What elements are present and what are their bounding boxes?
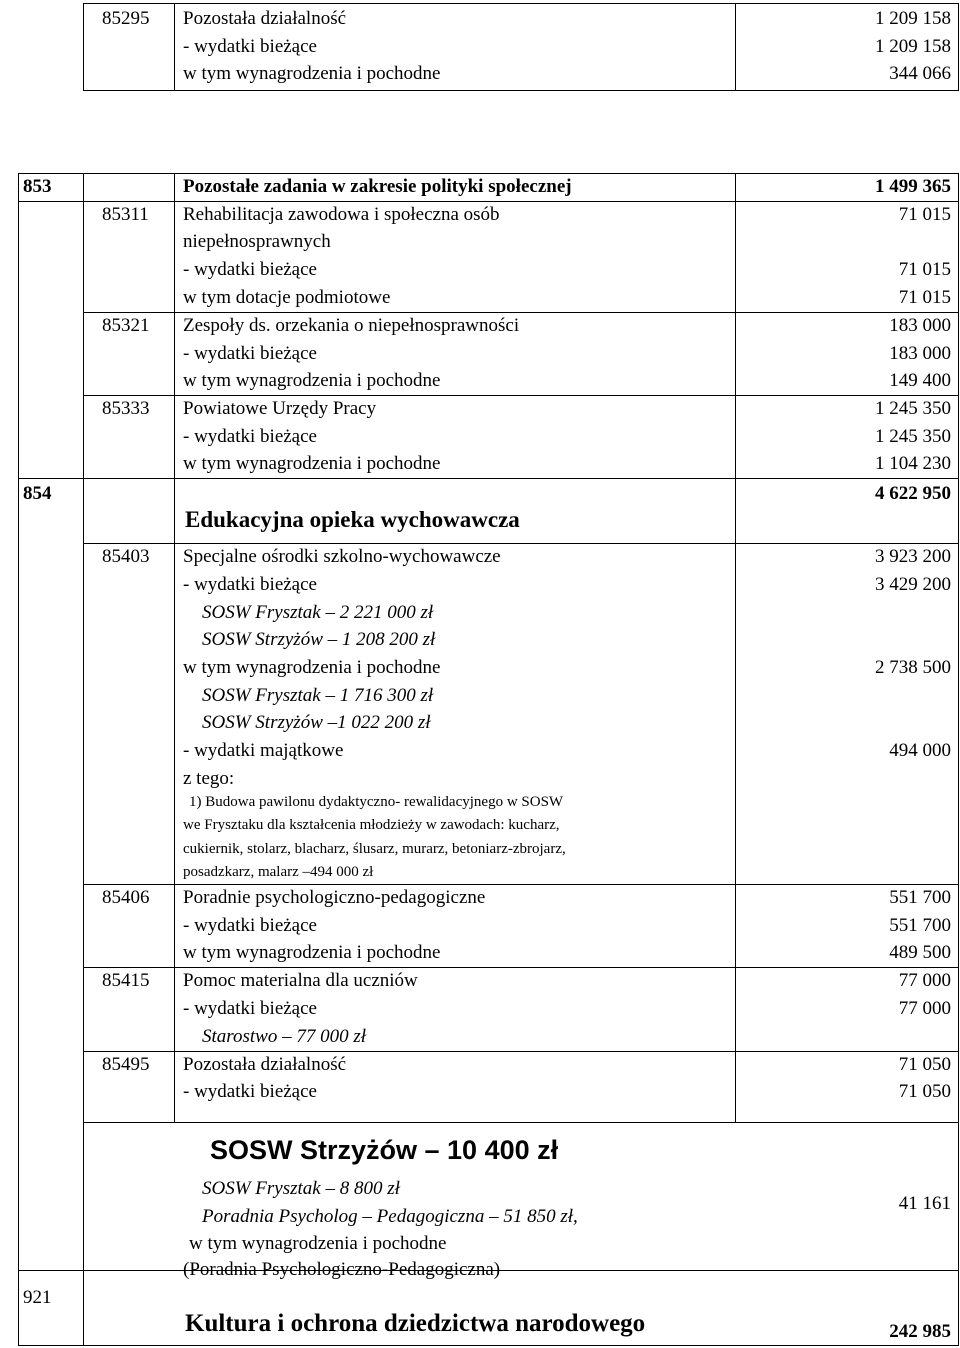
grid-line <box>958 3 959 91</box>
row-item: SOSW Frysztak – 2 221 000 zł <box>202 602 434 623</box>
dzial-code: 921 <box>23 1287 52 1308</box>
amount: 1 245 350 <box>875 398 951 419</box>
dzial-code: 854 <box>23 483 52 504</box>
note-line: cukiernik, stolarz, blacharz, ślusarz, murarz, betoniarz-zbrojarz, <box>183 841 566 857</box>
row-label: w tym wynagrodzenia i pochodne <box>183 657 441 678</box>
row-item: Starostwo – 77 000 zł <box>202 1026 366 1047</box>
dzial-title: Pozostałe zadania w zakresie polityki społecznej <box>183 176 572 197</box>
amount: 1 209 158 <box>875 8 951 29</box>
row-label: - wydatki bieżące <box>183 574 317 595</box>
section-title: niepełnosprawnych <box>183 231 331 252</box>
amount: 71 050 <box>898 1054 951 1075</box>
amount: 2 738 500 <box>875 657 951 678</box>
section-code: 85406 <box>102 887 150 908</box>
amount: 71 050 <box>898 1081 951 1102</box>
row-label: w tym wynagrodzenia i pochodne <box>189 1233 447 1254</box>
row-item: SOSW Strzyżów – 10 400 zł <box>210 1135 559 1165</box>
amount: 77 000 <box>898 998 951 1019</box>
amount: 149 400 <box>889 370 951 391</box>
grid-line <box>958 173 959 1346</box>
dzial-title: Kultura i ochrona dziedzictwa narodowego <box>185 1310 646 1337</box>
grid-line <box>735 173 736 1123</box>
amount: 1 209 158 <box>875 36 951 57</box>
amount: 494 000 <box>889 740 951 761</box>
row-label: - wydatki bieżące <box>183 343 317 364</box>
row-label: w tym wynagrodzenia i pochodne <box>183 453 441 474</box>
row-label: - wydatki bieżące <box>183 998 317 1019</box>
amount: 3 429 200 <box>875 574 951 595</box>
section-title: Specjalne ośrodki szkolno-wychowawcze <box>183 546 501 567</box>
amount: 41 161 <box>898 1193 951 1214</box>
row-label: - wydatki bieżące <box>183 36 317 57</box>
row-label: z tego: <box>183 768 235 789</box>
dzial-title: Edukacyjna opieka wychowawcza <box>185 507 520 532</box>
row-label: - wydatki bieżące <box>183 426 317 447</box>
row-label: (Poradnia Psychologiczno-Pedagogiczna) <box>183 1259 501 1280</box>
grid-line <box>83 3 959 4</box>
amount: 1 499 365 <box>875 176 951 197</box>
section-title: Pomoc materialna dla uczniów <box>183 970 418 991</box>
dzial-code: 853 <box>23 176 52 197</box>
section-title: Powiatowe Urzędy Pracy <box>183 398 377 419</box>
row-label: - wydatki bieżące <box>183 259 317 280</box>
row-label: w tym wynagrodzenia i pochodne <box>183 63 441 84</box>
grid-line <box>83 90 959 91</box>
section-code: 85333 <box>102 398 150 419</box>
amount: 344 066 <box>889 63 951 84</box>
row-label: - wydatki bieżące <box>183 915 317 936</box>
grid-line <box>83 173 84 1346</box>
grid-line <box>174 3 175 91</box>
amount: 183 000 <box>889 343 951 364</box>
grid-line <box>83 3 84 91</box>
grid-line <box>735 3 736 91</box>
grid-line <box>18 173 19 1346</box>
amount: 183 000 <box>889 315 951 336</box>
amount: 1 104 230 <box>875 453 951 474</box>
row-label: w tym wynagrodzenia i pochodne <box>183 370 441 391</box>
amount: 4 622 950 <box>875 483 951 504</box>
note-line: posadzkarz, malarz –494 000 zł <box>183 864 374 880</box>
amount: 551 700 <box>889 887 951 908</box>
row-label: w tym dotacje podmiotowe <box>183 287 391 308</box>
amount: 242 985 <box>889 1321 951 1342</box>
section-code: 85311 <box>102 204 149 225</box>
section-title: Poradnie psychologiczno-pedagogiczne <box>183 887 486 908</box>
row-item: SOSW Frysztak – 8 800 zł <box>202 1178 400 1199</box>
section-title: Zespoły ds. orzekania o niepełnosprawności <box>183 315 520 336</box>
section-code: 85415 <box>102 970 150 991</box>
section-code: 85403 <box>102 546 150 567</box>
section-title: Pozostała działalność <box>183 8 347 29</box>
amount: 71 015 <box>898 204 951 225</box>
grid-line <box>83 1122 959 1123</box>
amount: 1 245 350 <box>875 426 951 447</box>
row-label: - wydatki majątkowe <box>183 740 344 761</box>
section-code: 85295 <box>102 8 150 29</box>
section-title: Pozostała działalność <box>183 1054 347 1075</box>
section-code: 85321 <box>102 315 150 336</box>
grid-line <box>18 1345 959 1346</box>
row-label: w tym wynagrodzenia i pochodne <box>183 942 441 963</box>
note-line: 1) Budowa pawilonu dydaktyczno- rewalidacyjnego w SOSW <box>189 794 564 810</box>
amount: 71 015 <box>898 259 951 280</box>
row-item: SOSW Strzyżów –1 022 200 zł <box>202 712 431 733</box>
amount: 71 015 <box>898 287 951 308</box>
section-code: 85495 <box>102 1054 150 1075</box>
row-label: - wydatki bieżące <box>183 1081 317 1102</box>
row-item: SOSW Frysztak – 1 716 300 zł <box>202 685 434 706</box>
amount: 489 500 <box>889 942 951 963</box>
row-item: Poradnia Psycholog – Pedagogiczna – 51 850 zł, <box>202 1206 578 1227</box>
amount: 77 000 <box>898 970 951 991</box>
row-item: SOSW Strzyżów – 1 208 200 zł <box>202 629 436 650</box>
grid-line <box>174 173 175 1123</box>
grid-line <box>18 478 959 479</box>
section-title: Rehabilitacja zawodowa i społeczna osób <box>183 204 500 225</box>
amount: 3 923 200 <box>875 546 951 567</box>
note-line: we Frysztaku dla kształcenia młodzieży w zawodach: kucharz, <box>183 817 560 833</box>
amount: 551 700 <box>889 915 951 936</box>
